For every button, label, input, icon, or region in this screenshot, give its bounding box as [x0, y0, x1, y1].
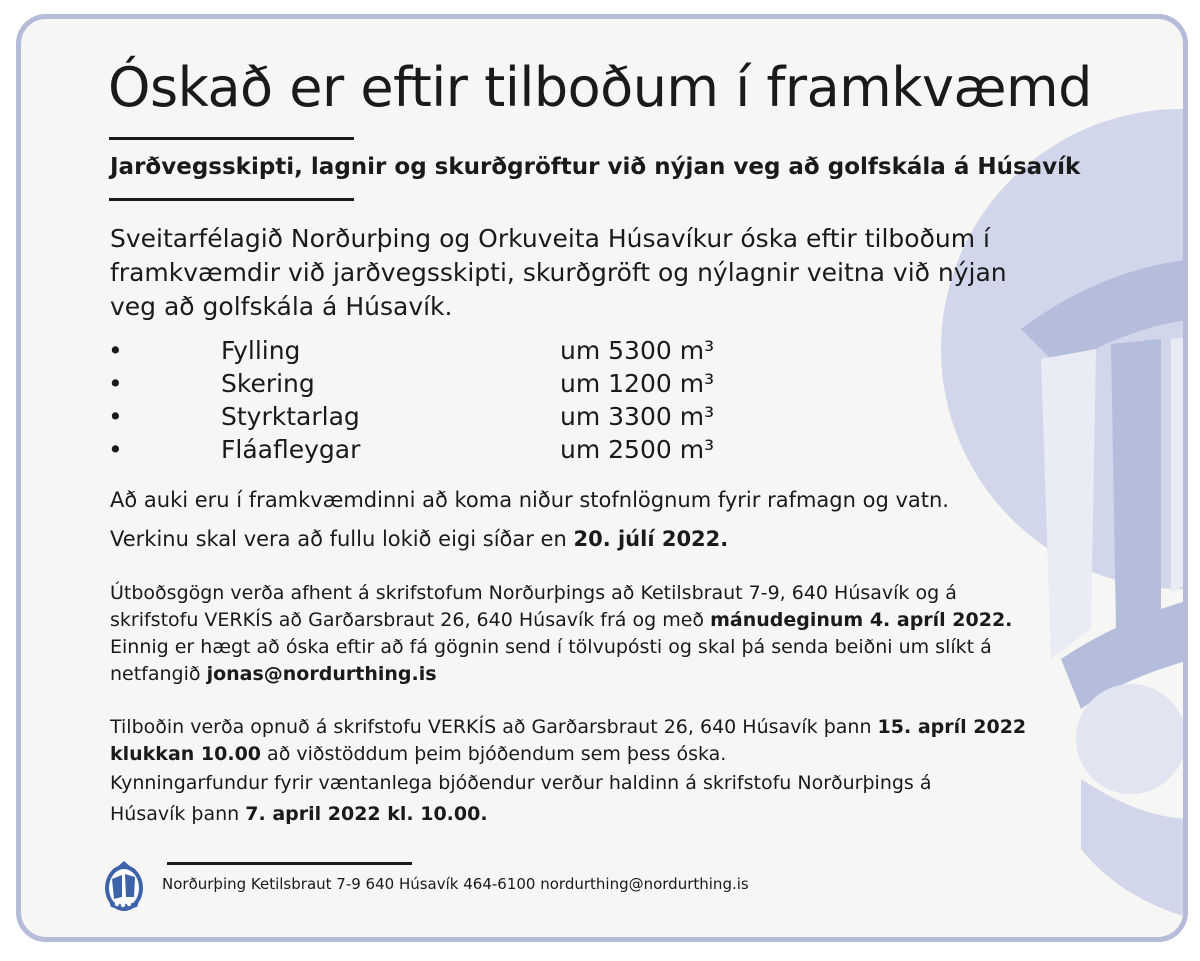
quantity-name: Styrktarlag [221, 402, 360, 431]
list-item [108, 369, 808, 402]
quantity-value: um 3300 m³ [560, 402, 715, 431]
opening-line [110, 741, 1026, 768]
quantity-name: Fylling [221, 336, 301, 365]
list-item [108, 435, 808, 468]
bullet: • [108, 402, 123, 431]
documents-paragraph [110, 580, 1012, 688]
intro-line: veg að golfskála á Húsavík. [110, 292, 453, 321]
intro-paragraph [110, 222, 1090, 324]
documents-line: Útboðsgögn verða afhent á skrifstofum Norðurþings að Ketilsbraut 7-9, 640 Húsavík og á [110, 582, 957, 604]
intro-line: Sveitarfélagið Norðurþing og Orkuveita Húsavíkur óska eftir tilboðum í [110, 224, 990, 253]
bullet: • [108, 336, 123, 365]
deadline-paragraph [110, 527, 728, 551]
quantity-value: um 5300 m³ [560, 336, 715, 365]
documents-line [110, 661, 1012, 688]
opening-date: 15. apríl 2022 [877, 716, 1027, 738]
list-item [108, 336, 808, 369]
opening-line [110, 714, 1026, 741]
quantity-value: um 1200 m³ [560, 369, 715, 398]
documents-line [110, 607, 1012, 634]
footer-rule [167, 862, 412, 865]
intro-line: framkvæmdir við jarðvegsskipti, skurðgröft og nýlagnir veitna við nýjan [110, 258, 1007, 287]
opening-line [110, 801, 1026, 828]
project-subtitle: Jarðvegsskipti, lagnir og skurðgröftur við nýjan veg að golfskála á Húsavík [110, 154, 1081, 180]
opening-text: Húsavík þann [110, 803, 246, 825]
quantities-list [108, 336, 808, 468]
opening-paragraph [110, 714, 1026, 828]
utilities-paragraph: Að auki eru í framkvæmdinni að koma niður stofnlögnum fyrir rafmagn og vatn. [110, 488, 949, 512]
subtitle-underline [109, 198, 354, 201]
documents-line: Einnig er hægt að óska eftir að fá gögnin send í tölvupósti og skal þá senda beiðni um slíkt á [110, 636, 992, 658]
deadline-text: Verkinu skal vera að fullu lokið eigi síðar en [110, 527, 574, 551]
meeting-date: 7. april 2022 kl. 10.00. [245, 803, 488, 825]
documents-text: skrifstofu VERKÍS að Garðarsbraut 26, 640 Húsavík frá og með [110, 609, 711, 631]
list-item [108, 402, 808, 435]
quantity-value: um 2500 m³ [560, 435, 715, 464]
bullet: • [108, 369, 123, 398]
nordurthing-logo [101, 857, 147, 913]
opening-time: klukkan 10.00 [110, 743, 262, 765]
footer-contact: Norðurþing Ketilsbraut 7-9 640 Húsavík 464-6100 nordurthing@nordurthing.is [162, 875, 749, 893]
opening-text: að viðstöddum þeim bjóðendum sem þess óska. [261, 743, 727, 765]
contact-email-link[interactable]: jonas@nordurthing.is [206, 663, 437, 685]
opening-text: Tilboðin verða opnuð á skrifstofu VERKÍS að Garðarsbraut 26, 640 Húsavík þann [110, 716, 878, 738]
page-title: Óskað er eftir tilboðum í framkvæmd [108, 56, 1092, 119]
opening-line: Kynningarfundur fyrir væntanlega bjóðendur verður haldinn á skrifstofu Norðurþings á [110, 772, 932, 794]
documents-date: mánudeginum 4. apríl 2022. [710, 609, 1013, 631]
deadline-date: 20. júlí 2022. [573, 527, 729, 551]
quantity-name: Fláafleygar [221, 435, 361, 464]
title-underline [109, 137, 354, 140]
quantity-name: Skering [221, 369, 315, 398]
documents-text: netfangið [110, 663, 207, 685]
bullet: • [108, 435, 123, 464]
